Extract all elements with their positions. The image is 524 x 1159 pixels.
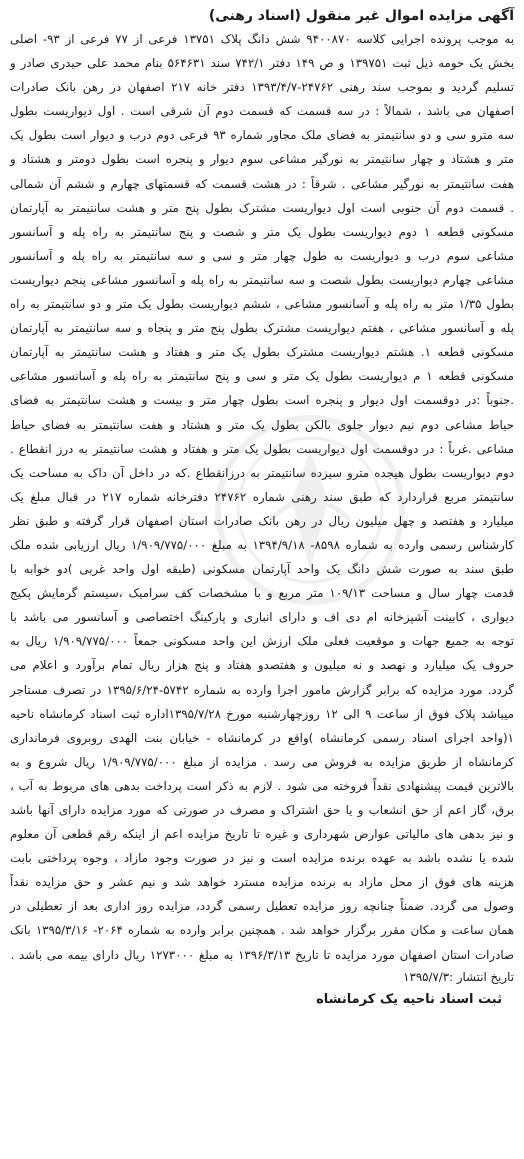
- publication-date: تاریخ انتشار :۱۳۹۵/۷/۳: [403, 969, 514, 984]
- issuer-signature: ثبت اسناد ناحیه یک کرمانشاه: [316, 991, 502, 1007]
- notice-body: به موجب پرونده اجرایی کلاسه ۹۴۰۰۸۷۰ شش دانگ پلاک ۱۳۷۵۱ فرعی از ۷۷ فرعی از ۹۳- اصلی بخش یک حومه ذیل ثبت ۱۳۹۷۵۱ و ص ۱۴۹ دفتر ۷۴۲/۱ سند ۵۶۴۶۳۱ بنام محمد علی حیدری صادر و تسلیم گردید و بموجب سند رهنی ۲۴۷۶۲-۱۳۹۳/۴/۷ دفتر خانه ۲۱۷ اصفهان در رهن بانک صادرات اصفهان می باشد ، شمالاً : در سه قسمت که قسمت دوم آن شرقی است . اول دیواریست بطول سه مترو سی و دو سانتیمتر به فضای ملک مجاور شماره ۹۳ فرعی دوم درب و دیوار است بطول یک متر و هشتاد و چهار سانتیمتر به نورگیر مشاعی سوم دیوار و پنجره است بطول دومتر و هشتاد و هفت سانتیمتر به نورگیر مشاعی . شرقاً : در هشت قسمت که قسمتهای چهارم و ششم آن شمالی . قسمت دوم آن جنوبی است اول دیواریست مشترک بطول پنج متر و هشت سانتیمتر به آپارتمان مسکونی قطعه ۱ دوم دیواریست بطول یک متر و شصت و پنج سانتیمتر به راه پله و آسانسور مشاعی سوم درب و دیواریست به طول چهار متر و سی و سه سانتیمتر به راه پله و آسانسور مشاعی چهارم دیواریست بطول شصت و سه سانتیمتر به راه پله و آسانسور مشاعی پنجم دیواریست بطول ۱/۳۵ متر به راه پله و آسانسور مشاعی ، ششم دیواریست بطول یک متر و دو سانتیمتر به راه پله و آسانسور مشاعی ، هفتم دیواریست مشترک بطول پنج متر و پنجاه و سه سانتیمتر به آپارتمان مسکونی قطعه ۱. هشتم دیواریست مشترک بطول یک متر و هفتاد و هشت سانتیمتر به آپارتمان مسکونی قطعه ۱ م دیواریست بطول یک متر و سی و پنج سانتیمتر به راه پله و آسانسور مشاعی .جنوباً :در دوقسمت اول دیوار و پنجره است بطول چهار متر و بیست و هشت سانتیمتر به فضای حیاط مشاعی دوم نیم دیوار جلوی بالکن بطول یک متر و هشتاد و هفت سانتیمتر به فضای حیاط مشاعی .غرباً : در دوقسمت اول دیواریست بطول یک متر و هفتاد و هشت سانتیمتر به درز انقطاع . دوم دیواریست بطول هیجده مترو سیزده سانتیمتر به درزانقطاع .که در داخل آن داک به مساحت یک سانتیمتر مربع قراردارد که طبق سند رهنی شماره ۲۴۷۶۲ دفترخانه شماره ۲۱۷ در قبال مبلغ یک میلیارد و هفتصد و چهل میلیون ریال در رهن بانک صادرات استان اصفهان قرار گرفته و طبق نظر کارشناس رسمی وارده به شماره ۸۵۹۸- ۱۳۹۴/۹/۱۸ به مبلغ ۱/۹۰۹/۷۷۵/۰۰۰ ریال ارزیابی شده ملک طبق سند به صورت شش دانگ یک واحد آپارتمان مسکونی (طبقه اول واحد غربی )دو خوابه با قدمت چهار سال و مساحت ۱۰۹/۱۳ متر مربع و با مشخصات کف سرامیک ،سیستم گرمایش پکیج دیواری ، کابینت آشپزخانه ام دی اف و دارای انباری و پارکینگ اختصاصی و آسانسور می باشد با توجه به جمیع جهات و موقعیت فعلی ملک ارزش این واحد مسکونی جمعاً ۱/۹۰۹/۷۷۵/۰۰۰ ریال به حروف یک میلیارد و نهصد و نه میلیون و هفتصدو هفتاد و پنج هزار ریال تمام برآورد و اعلام می گردد. مورد مزایده که برابر گزارش مامور اجرا وارده به شماره ۵۷۴۲-۱۳۹۵/۶/۲۴ در تصرف مستاجر میباشد پلاک فوق از ساعت ۹ الی ۱۲ روزچهارشنبه مورخ ۱۳۹۵/۷/۲۸اداره ثبت اسناد کرمانشاه ناحیه ۱(واحد اجرای اسناد رسمی کرمانشاه )واقع در کرمانشاه - خیابان بنت الهدی روبروی فرمانداری کرمانشاه از طریق مزایده به فروش می رسد . مزایده از مبلغ ۱/۹۰۹/۷۷۵/۰۰۰ ریال شروع و به بالاترین قیمت پیشنهادی نقداً فروخته می شود . لازم به ذکر است پرداخت بدهی های مربوط به آب ، برق، گاز اعم از حق انشعاب و یا حق اشتراک و مصرف در صورتی که مورد مزایده دارای آنها باشد و نیز بدهی های مالیاتی عوارض شهرداری و غیره تا تاریخ مزایده اعم از اینکه رقم قطعی آن معلوم شده یا نشده باشد به عهده برنده مزایده است و نیز در صورت وجود مازاد ، وجوه پرداختی بابت هزینه های فوق از محل مازاد به برنده مزایده مسترد خواهد شد و نیم عشر و حق مزایده نقداً وصول می گردد. ضمناً چنانچه روز مزایده تعطیل رسمی گردد، مزایده روز اداری بعد از تعطیلی در همان ساعت و مکان مقرر برگزار خواهد شد . همچنین برابر وارده به شماره ۲۰۶۴- ۱۳۹۵/۳/۱۶ بانک صادرات استان اصفهان مورد مزایده تا تاریخ ۱۳۹۶/۳/۱۳ به مبلغ ۱۲۷۳۰۰۰ ریال دارای بیمه می باشد .: [10, 32, 515, 962]
- notice-title: آگهی مزایده اموال غیر منقول (اسناد رهنی): [208, 8, 514, 24]
